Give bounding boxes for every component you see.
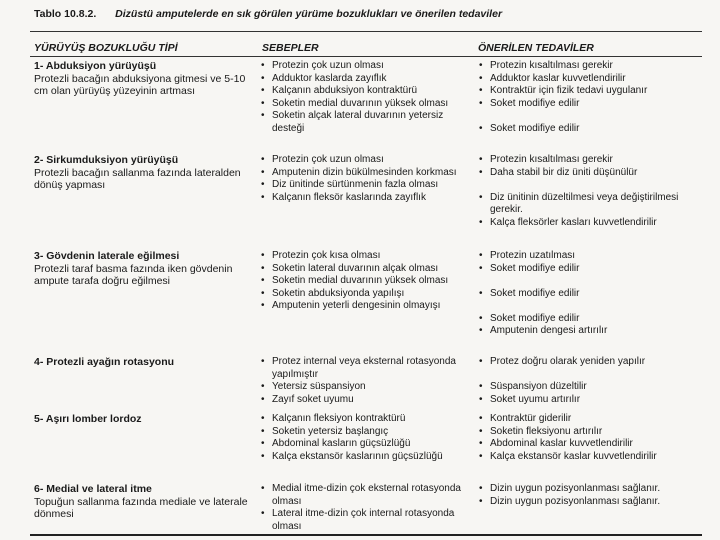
treatment-item: • Soket modifiye edilir (476, 263, 706, 276)
treatments-list (476, 413, 706, 463)
cause-item: • Protezin çok uzun olması (258, 60, 464, 73)
treatment-item: • Soket modifiye edilir (476, 288, 706, 301)
cause-item: • Soketin abduksiyonda yapılışı (258, 288, 464, 301)
treatments-list (476, 250, 706, 338)
gait-type-description: Protezli bacağın abduksiyona gitmesi ve 5-10 cm olan yürüyüş yüzeyinin artması (34, 72, 246, 97)
gait-type-cell (34, 154, 256, 192)
cause-item: • Kalçanın fleksiyon kontraktürü (258, 413, 464, 426)
gait-type-title: 6- Medial ve lateral itme (34, 483, 152, 495)
gait-type-cell (34, 413, 256, 426)
treatment-item: • Diz ünitinin düzeltilmesi veya değiştirilmesi gerekir. (476, 192, 706, 217)
gait-type-title: 1- Abduksiyon yürüyüşü (34, 60, 157, 72)
cause-item: • Abdominal kasların güçsüzlüğü (258, 438, 464, 451)
spacer (476, 369, 706, 382)
cause-item: • Lateral itme-dizin çok internal rotasyonda olması (258, 508, 464, 533)
header-gait-type: YÜRÜYÜŞ BOZUKLUĞU TİPİ (34, 42, 178, 54)
treatment-item: • Daha stabil bir diz üniti düşünülür (476, 167, 706, 180)
treatment-item: • Dizin uygun pozisyonlanması sağlanır. (476, 496, 706, 509)
treatments-list (476, 483, 706, 508)
treatment-item: • Süspansiyon düzeltilir (476, 381, 706, 394)
caption-title: Dizüstü amputelerde en sık görülen yürüme bozuklukları ve önerilen tedaviler (115, 8, 503, 20)
caption-number: Tablo 10.8.2. (34, 8, 97, 20)
cause-item: • Soketin yetersiz başlangıç (258, 426, 464, 439)
gait-type-title: 4- Protezli ayağın rotasyonu (34, 356, 175, 368)
top-rule (30, 31, 702, 32)
cause-item: • Yetersiz süspansiyon (258, 381, 464, 394)
cause-item: • Diz ünitinde sürtünmenin fazla olması (258, 179, 464, 192)
treatment-item: • Soket modifiye edilir (476, 98, 706, 111)
cause-item: • Amputenin dizin bükülmesinden korkması (258, 167, 464, 180)
causes-list (258, 413, 464, 463)
treatment-item: • Protez doğru olarak yeniden yapılır (476, 356, 706, 369)
treatment-item: • Kalça ekstansör kaslar kuvvetlendirilir (476, 451, 706, 464)
gait-type-cell (34, 356, 256, 369)
header-treatments: ÖNERİLEN TEDAVİLER (478, 42, 594, 54)
causes-list (258, 356, 464, 406)
cause-item: • Kalçanın abduksiyon kontraktürü (258, 85, 464, 98)
gait-type-cell (34, 250, 256, 288)
gait-type-cell (34, 483, 256, 521)
cause-item: • Protezin çok uzun olması (258, 154, 464, 167)
treatment-item: • Kontraktür için fizik tedavi uygulanır (476, 85, 706, 98)
gait-type-description: Topuğun sallanma fazında mediale ve laterale dönmesi (34, 495, 248, 520)
cause-item: • Soketin alçak lateral duvarının yetersiz desteği (258, 110, 464, 135)
causes-list (258, 483, 464, 533)
header-causes: SEBEPLER (262, 42, 319, 54)
cause-item: • Kalça ekstansör kaslarının güçsüzlüğü (258, 451, 464, 464)
cause-item: • Soketin medial duvarının yüksek olması (258, 275, 464, 288)
header-rule (30, 56, 702, 57)
cause-item: • Amputenin yeterli dengesinin olmayışı (258, 300, 464, 313)
cause-item: • Protez internal veya eksternal rotasyonda yapılmıştır (258, 356, 464, 381)
cause-item: • Soketin lateral duvarının alçak olması (258, 263, 464, 276)
gait-type-title: 3- Gövdenin laterale eğilmesi (34, 250, 180, 262)
gait-type-description: Protezli bacağın sallanma fazında lateralden dönüş yapması (34, 166, 241, 191)
spacer (476, 179, 706, 192)
treatment-item: • Amputenin dengesi artırılır (476, 325, 706, 338)
gait-type-description: Protezli taraf basma fazında iken gövdenin ampute tarafa doğru eğilmesi (34, 262, 233, 287)
treatment-item: • Kalça fleksörler kasları kuvvetlendirilir (476, 217, 706, 230)
treatment-item: • Soket modifiye edilir (476, 123, 706, 136)
gait-type-title: 5- Aşırı lomber lordoz (34, 413, 142, 425)
treatment-item: • Soketin fleksiyonu artırılır (476, 426, 706, 439)
treatment-item: • Dizin uygun pozisyonlanması sağlanır. (476, 483, 706, 496)
table-caption (34, 8, 502, 20)
gait-type-cell (34, 60, 256, 98)
treatment-item: • Soket modifiye edilir (476, 313, 706, 326)
causes-list (258, 154, 464, 204)
treatment-item: • Protezin uzatılması (476, 250, 706, 263)
spacer (476, 110, 706, 123)
cause-item: • Adduktor kaslarda zayıflık (258, 73, 464, 86)
spacer (476, 300, 706, 313)
cause-item: • Kalçanın fleksör kaslarında zayıflık (258, 192, 464, 205)
treatment-item: • Abdominal kaslar kuvvetlendirilir (476, 438, 706, 451)
treatment-item: • Protezin kısaltılması gerekir (476, 154, 706, 167)
spacer (476, 275, 706, 288)
treatment-item: • Soket uyumu artırılır (476, 394, 706, 407)
gait-type-title: 2- Sirkumduksiyon yürüyüşü (34, 154, 179, 166)
causes-list (258, 60, 464, 135)
treatment-item: • Protezin kısaltılması gerekir (476, 60, 706, 73)
cause-item: • Medial itme-dizin çok eksternal rotasyonda olması (258, 483, 464, 508)
treatment-item: • Adduktor kaslar kuvvetlendirilir (476, 73, 706, 86)
treatments-list (476, 154, 706, 229)
cause-item: • Protezin çok kısa olması (258, 250, 464, 263)
cause-item: • Soketin medial duvarının yüksek olması (258, 98, 464, 111)
treatments-list (476, 60, 706, 135)
treatment-item: • Kontraktür giderilir (476, 413, 706, 426)
bottom-rule (30, 534, 702, 536)
treatments-list (476, 356, 706, 406)
cause-item: • Zayıf soket uyumu (258, 394, 464, 407)
causes-list (258, 250, 464, 313)
